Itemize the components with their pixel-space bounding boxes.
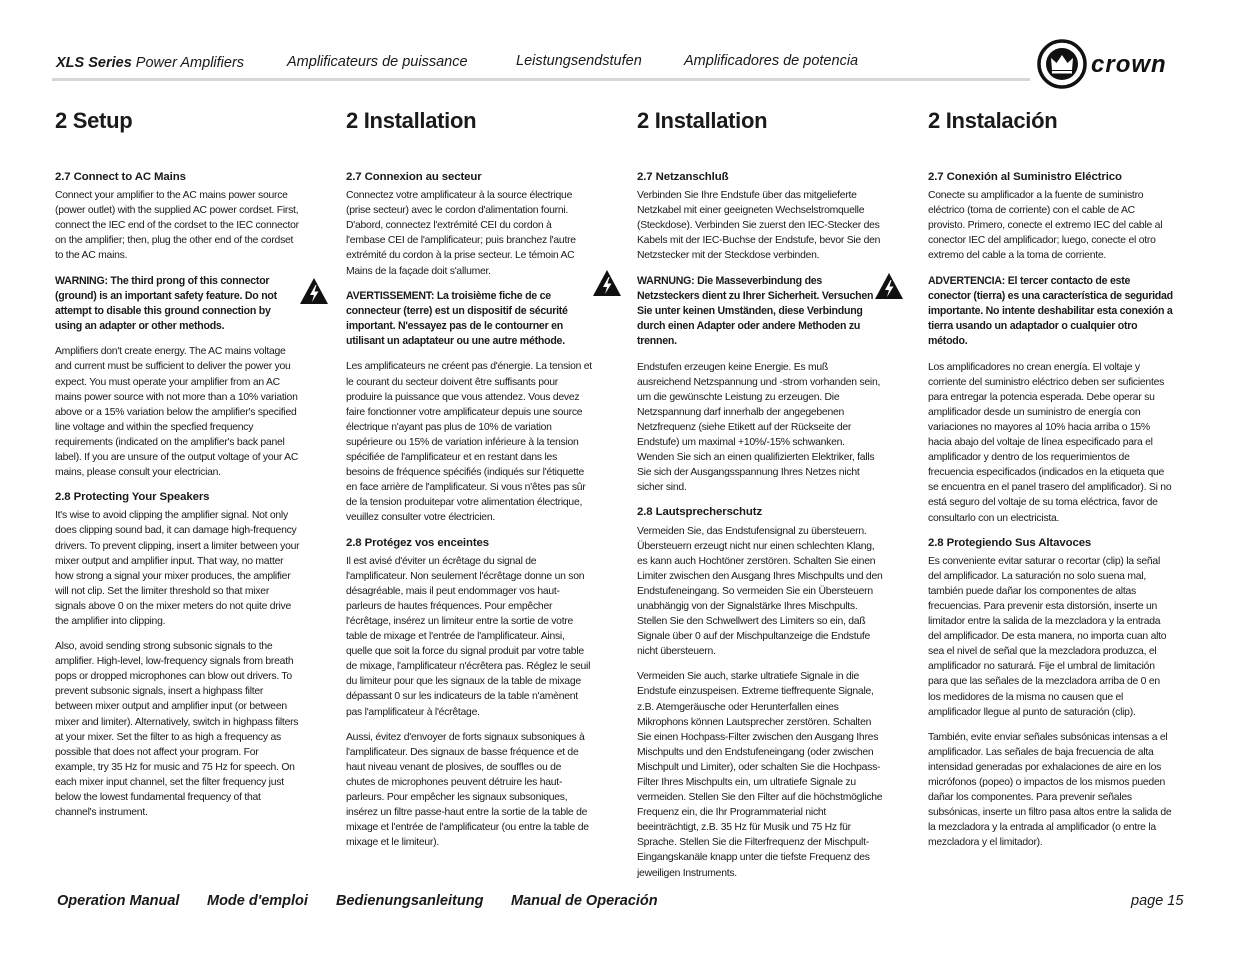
high-voltage-warning-icon [299, 277, 329, 305]
header-title-es: Amplificadores de potencia [684, 53, 859, 69]
header-title-en [56, 55, 244, 71]
paragraph: Les amplificateurs ne créent pas d'énergie. La tension et le courant du secteur doivent être suffisants pour produire la puissance que vous attendez. Vous devez faire fonctionner votre amplificateur depuis une source électrique n'ayant pas plus de 10% de variation supérieure ou 15% de variation inférieure à la tension spécifiée de l'amplificateur et en restant dans les besoins de fréquence spécifiés (indiqués sur l'étiquette en face arrière de l'amplificateur. Si vous n'êtes pas sûr de la tension produitepar votre alimentation électrique, veuillez consulter votre électricien. [346, 361, 592, 524]
column-body [637, 170, 883, 891]
warning-text: ADVERTENCIA: El tercer contacto de este conector (tierra) es una característica de seguridad importante. No intente deshabilitar esta conexión a tierra usando un adaptador o cualquier otro método. [928, 274, 1173, 348]
section-heading: 2.8 Protecting Your Speakers [55, 491, 210, 504]
paragraph: Amplifiers don't create energy. The AC mains voltage and current must be sufficient to deliver the power you expect. You must operate your amplifier from an AC mains power source with not more than a 10% variation above or a 15% variation below the amplifier's specified line voltage and within the specfied frequency requirements (indicated on the amplifier's back panel label). If you are unsure of the output voltage of your AC mains, please consult your electrician. [55, 346, 299, 479]
section-title: 2 Installation [346, 108, 477, 133]
section-title: 2 Instalación [928, 108, 1058, 133]
paragraph: Verbinden Sie Ihre Endstufe über das mitgelieferte Netzkabel mit einer geeigneten Wechselstromquelle (Steckdose). Verbinden Sie zuerst den IEC-Stecker des Kabels mit der IEC-Buchse der Endstufe, bevor Sie den Netzstecker mit der Steckdose verbinden. [637, 190, 881, 262]
column-body [55, 170, 301, 830]
paragraph: Los amplificadores no crean energía. El voltaje y corriente del suministro eléctrico deben ser suficientes para entregar la potencia esperada. Debe operar su amplificador desde un suministro de energía con variaciones no mayores al 10% hacia arriba o 15% hacia abajo del voltaje de línea especificado para el amplificador y dentro de los requerimientos de frecuencia especificados (indicados en la etiqueta que se encuentra en el panel trasero del amplificador). Si no está seguro del voltaje de su toma eléctrica, favor de consultarlo con un electricista. [928, 361, 1172, 524]
high-voltage-warning-icon [874, 272, 904, 300]
warning-block [346, 289, 592, 350]
header-title-en-text: Power Amplifiers [131, 55, 245, 71]
logo-text: crown [1091, 51, 1167, 78]
paragraph: Endstufen erzeugen keine Energie. Es muß ausreichend Netzspannung und -strom vorhanden sein, um die gewünschte Leistung zu erzeugen. Die Netzspannung darf innerhalb der angegebenen Netzfrequenz (siehe Etikett auf der Rückseite der Endstufe) um maximal +10%/-15% schwanken. Wenden Sie sich an einen qualifizierten Elektriker, falls Sie sich der Ausgangsspannung Ihres Netzes nicht sicher sind. [637, 361, 881, 494]
footer-title-es: Manual de Operación [511, 893, 658, 909]
footer-title-en: Operation Manual [57, 893, 180, 909]
section-heading: 2.7 Connect to AC Mains [55, 171, 186, 183]
paragraph: It's wise to avoid clipping the amplifier signal. Not only does clipping sound bad, it can damage high-frequency drivers. To prevent clipping, insert a limiter between your mixer output and amplifier input. That way, no matter how strong a signal your mixer produces, the amplifier will not clip. Set the limiter threshold so that mixer signals above 0 on the mixer meters do not quite drive the amplifier into clipping. [55, 510, 300, 627]
paragraph: Conecte su amplificador a la fuente de suministro eléctrico (toma de corriente) con el cable de AC provisto. Primero, conecte el extremo IEC del cable al conector IEC del amplificador; luego, conecte el otro extremo del cable a la toma de corriente. [928, 190, 1163, 262]
section-heading: 2.7 Connexion au secteur [346, 171, 482, 183]
section-heading: 2.7 Netzanschluß [637, 171, 729, 183]
high-voltage-warning-icon [592, 269, 622, 297]
paragraph: Vermeiden Sie auch, starke ultratiefe Signale in die Endstufe einzuspeisen. Extreme tieffrequente Signale, z.B. Atemgeräusche oder Herunterfallen eines Mikrophons können Lautsprecher zerstören. Schalten Sie einen Hochpass-Filter zwischen den Ausgang Ihres Mischpults und den Endstufeneingang (oder zwischen Mischpult und Limiter), oder schalten Sie die Hochpass-Filter Ihres Mischpults ein, um ultratiefe Signale zu vermeiden. Stellen Sie den Filter auf die höchstmögliche Frequenz ein, die Ihr Programmaterial nicht beeinträchtigt, z.B. 35 Hz für Musik und 75 Hz für Sprache. Stellen Sie die Filterfrequenz der Mischpult-Eingangskanäle knapp unter die tiefste Frequenz des jeweiligen Instruments. [637, 671, 883, 879]
warning-text: WARNUNG: Die Masseverbindung des Netzsteckers dient zu Ihrer Sicherheit. Versuchen Sie unter keinen Umständen, diese Verbindung durch einen Adapter oder andere Methoden zu trennen. [637, 274, 874, 348]
warning-block [55, 274, 301, 335]
section-heading: 2.8 Protegiendo Sus Altavoces [928, 536, 1092, 549]
column-body [928, 170, 1174, 860]
warning-text: AVERTISSEMENT: La troisième fiche de ce connecteur (terre) est un dispositif de sécurité important. N'essayez pas de le contourner en utilisant un adaptateur ou une autre méthode. [346, 289, 568, 348]
paragraph: También, evite enviar señales subsónicas intensas a el amplificador. Las señales de baja frecuencia de alta intensidad generadas por exhalaciones de aire en los micrófonos (popeo) o impactos de los mismos pueden dañar los componentes. Para prevenir señales subsónicas, inserte un filtro pasa altos entre la salida de la mezcladora y la entrada al amplificador (o entre la mezcladora y el limitador). [928, 731, 1172, 849]
paragraph: Vermeiden Sie, das Endstufensignal zu übersteuern. Übersteuern erzeugt nicht nur einen schlechten Klang, es kann auch Hochtöner zerstören. Schalten Sie einen Limiter zwischen den Ausgang Ihres Mischpults und den Endstufeneingang. So vermeiden Sie ein Übersteuern unabhängig von der Signalstärke Ihres Mischpults. Stellen Sie den Schwellwert des Limiters so ein, daß Signale über 0 auf der Mischpultanzeige die Endstufe nicht übersteuern. [637, 525, 883, 658]
paragraph: Connectez votre amplificateur à la source électrique (prise secteur) avec le cordon d'alimentation fourni. D'abord, connectez l'extrémité CEI du cordon à l'embase CEI de l'amplificateur; puis branchez l'autre extrémité du cordon à la prise secteur. Le témoin AC Mains de la façade doit s'allumer. [346, 190, 576, 277]
section-heading: 2.8 Lautsprecherschutz [637, 506, 763, 519]
header-title-de: Leistungsendstufen [516, 53, 642, 69]
section-heading: 2.7 Conexión al Suministro Eléctrico [928, 171, 1122, 183]
column-body [346, 170, 592, 860]
warning-block [637, 274, 883, 350]
paragraph: Connect your amplifier to the AC mains power source (power outlet) with the supplied AC power cordset. First, connect the IEC end of the cordset to the IEC connector on the amplifier; then, plug the other end of the cordset to the AC mains. [55, 190, 299, 262]
section-title: 2 Setup [55, 108, 133, 133]
footer-title-fr: Mode d'emploi [207, 893, 308, 909]
header-title-fr: Amplificateurs de puissance [287, 54, 468, 70]
header-series-name: XLS Series [56, 55, 132, 71]
warning-text: WARNING: The third prong of this connector (ground) is an important safety feature. Do not attempt to disable this ground connection by using an adapter or other methods. [55, 274, 277, 333]
warning-block [928, 274, 1174, 350]
header-divider [52, 78, 1030, 81]
footer-title-de: Bedienungsanleitung [336, 893, 484, 909]
crown-logo-icon [1036, 38, 1186, 90]
section-heading: 2.8 Protégez vos enceintes [346, 536, 490, 549]
section-title: 2 Installation [637, 108, 768, 133]
page-number: page 15 [1131, 893, 1184, 909]
paragraph: Also, avoid sending strong subsonic signals to the amplifier. High-level, low-frequency signals from breath pops or dropped microphones can blow out drivers. To prevent subsonic signals, insert a highpass filter between mixer output and amplifier input (or between mixer and limiter). Alternatively, switch in highpass filters at your mixer. Set the filter to as high a frequency as possible that does not affect your program. For example, try 35 Hz for music and 75 Hz for speech. On each mixer input channel, set the filter frequency just below the lowest fundamental frequency of that channel's instrument. [55, 641, 299, 819]
paragraph: Aussi, évitez d'envoyer de forts signaux subsoniques à l'amplificateur. Des signaux de basse fréquence et de haut niveau venant de plosives, de souffles ou de chutes de microphones peuvent détruire les haut-parleurs. Pour empêcher les signaux subsoniques, insérez un filtre passe-haut entre la sortie de la table de mixage et l'entrée de l'amplificateur (ou entre la table de mixage et le limiteur). [346, 731, 589, 849]
paragraph: Es conveniente evitar saturar o recortar (clip) la señal del amplificador. La saturación no solo suena mal, también puede dañar los componentes de altas frecuencias. Para prevenir esta distorsión, inserte un limitador entre la salida de la mezcladora y la entrada del amplificador. De esta manera, no importa cuan alto sea el nivel de señal que la mezcladora produzca, el amplificador no saturará. Fije el umbral de limitación para que las señales de la mezcladora arriba de 0 en los medidores de la misma no causen que el amplificador llegue al punto de saturación (clip). [928, 555, 1167, 718]
paragraph: Il est avisé d'éviter un écrêtage du signal de l'amplificateur. Non seulement l'écrêtage donne un son désagréable, mais il peut endommager vos haut-parleurs de hautes fréquences. Pour empêcher l'écrêtage, insérez un limiteur entre la sortie de votre table de mixage et l'entrée de l'amplificateur. Ainsi, quelle que soit la force du signal produit par votre table de mixage, l'amplificateur n'écrêtera pas. Réglez le seuil du limiteur pour que les signaux de la table de mixage dépassant 0 sur les indicateurs de la table n'amènent pas l'amplificateur à l'écrêtage. [346, 555, 591, 718]
